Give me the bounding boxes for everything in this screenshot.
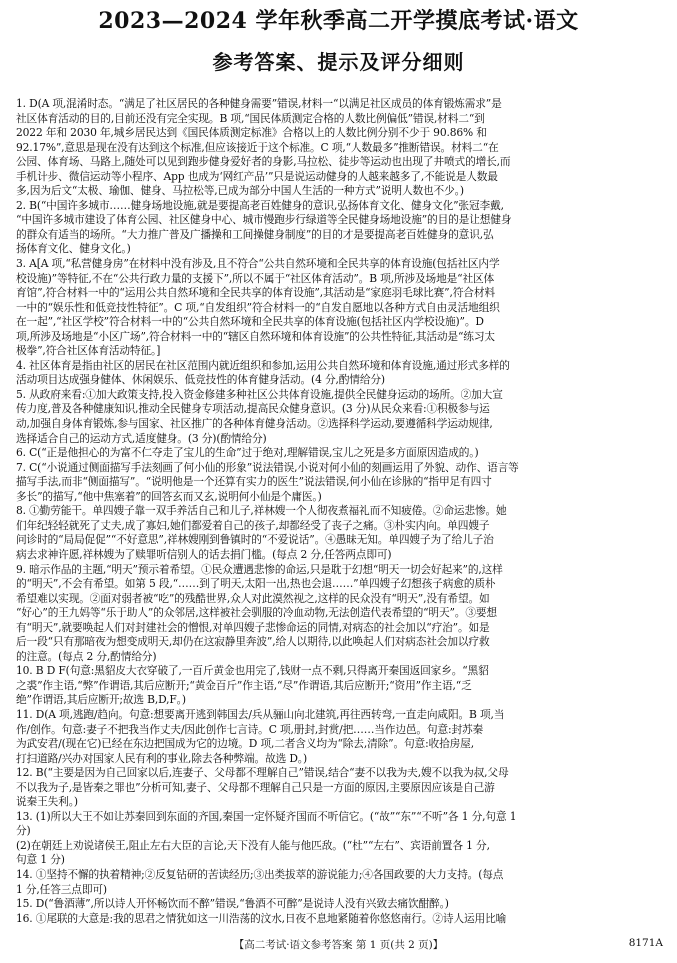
text-line: 校设施)”等特征,不在“公共行政力量的支援下”,所以不属于“社区体育活动”。B 项,所涉及场地是“社区体 [16, 271, 495, 285]
text-line: 社区体育活动的目的,目前还没有完全实现。B 项,“国民体质测定合格的人数比例偏低”错误,材料二“到 [16, 111, 485, 125]
text-line: 手机计步、微信运动等小程序、App 也成为‘网红产品’”只是说运动健身的人越来越多了,不能说是人数最 [16, 169, 498, 183]
text-line: 的注意。(每点 2 分,酌情给分) [16, 649, 157, 663]
text-line: 4. 社区体育是指由社区的居民在社区范围内就近组织和参加,运用公共自然环境和体育设施,通过形式多样的 [16, 358, 510, 372]
text-line: 公园、体育场、马路上,随处可以见到跑步健身爱好者的身影,马拉松、徒步等运动也出现了井喷式的增长,而 [16, 155, 511, 169]
text-line: 们年纪轻轻就死了丈夫,成了寡妇,她们都爱着自己的孩子,却都经受了丧子之痛。③朴实内向。单四嫂子 [16, 518, 490, 532]
text-line: 11. D(A 项,逃跑/趋向。句意:想要离开逃到韩国去/兵从骊山向北建筑,再往西转弯,一直走向咸阳。B 项,当 [16, 707, 505, 721]
page-subtitle: 参考答案、提示及评分细则 [212, 50, 465, 74]
text-line: 一中的“娱乐性和低竞技性特征”。C 项,“自发组织”符合材料一的“自发自愿地以各种方式自由灵活地组织 [16, 300, 500, 314]
text-line: 之裘”作主语,“弊”作谓语,其后应断开;“黄金百斤”作主语,“尽”作谓语,其后应断开;“资用”作主语,“乏 [16, 678, 472, 692]
text-line: 5. 从政府来看:①加大政策支持,投入资金修建多种社区公共体育设施,提供全民健身运动的场所。②加大宣 [16, 387, 503, 401]
text-line: 动,加强自身体育锻炼,参与国家、社区推广的各种体育健身活动。②选择科学运动,要遵循科学运动规律, [16, 417, 493, 431]
text-line: 说秦王失利。) [16, 795, 78, 809]
text-line: 多长”的描写,“他中焦塞着”的回答玄而又玄,说明何小仙是个庸医。) [16, 489, 322, 503]
text-line: 14. ①坚持不懈的执着精神;②反复钻研的苦读经历;③出类拔萃的游说能力;④各国政要的大力支持。(每点 [16, 867, 504, 881]
text-line: 15. D(“鲁酒薄”,所以诗人开怀畅饮而不醉”错误,“鲁酒不可醉”是说诗人没有兴致去痛饮酣醉。) [16, 897, 449, 911]
text-line: 10. B D F(句意:黑貂皮大衣穿破了,一百斤黄金也用完了,钱财一点不剩,只得离开秦国返回家乡。“黑貂 [16, 664, 489, 678]
text-line: 的群众有适当的场所。“大力推广普及广播操和工间操健身制度”的目的才是要提高老百姓健身的意识,弘 [16, 227, 494, 241]
text-line: 育馆”,符合材料一中的“运用公共自然环境和全民共享的体育设施”,其活动是“家庭羽毛球比赛”,符合材料 [16, 286, 495, 300]
text-line: 在一起”,“社区学校”符合材料一中的“公共自然环境和全民共享的体育设施(包括社区内学校设施)”。D [16, 315, 484, 329]
text-line: 描写手法,而非“侧面描写”。“说明他是一个还算有实力的医生”说法错误,何小仙在诊脉的“指甲足有四寸 [16, 475, 492, 489]
text-line: 后一段“只有那暗夜为想变成明天,却仍在这寂静里奔波”,给人以期待,以此唤起人们对病态社会加以疗救 [16, 635, 490, 649]
text-line: 不以我为子,是皆秦之罪也”分析可知,妻子、父母都不理解自己只是一方面的原因,主要原因应该是自己游 [16, 780, 495, 794]
text-line: 句意 1 分) [16, 853, 65, 867]
text-line: 2022 年和 2030 年,城乡居民达到《国民体质测定标准》合格以上的人数比例分别不少于 90.86% 和 [16, 126, 487, 140]
text-line: 活动项目达成强身健体、休闲娱乐、低竞技性的体育健身活动。(4 分,酌情给分) [16, 373, 385, 387]
text-line: 7. C(“小说通过侧面描写手法刻画了何小仙的形象”说法错误,小说对何小仙的刻画运用了外貌、动作、语言等 [16, 460, 519, 474]
text-line: 打扫道路/兴办对国家人民有利的事业,除去各种弊端。故选 D。) [16, 751, 308, 765]
text-line: 绝”作谓语,其后应断开;故选 B,D,F。) [16, 693, 186, 707]
text-line: 1 分,任答三点即可) [16, 882, 107, 896]
text-line: 16. ①尾联的大意是:我的思君之情犹如这一川浩荡的汶水,日夜不息地紧随着你悠悠南行。②诗人运用比喻 [16, 911, 507, 925]
text-line: 的“明天”,不会有希望。如第 5 段,“……到了明天,太阳一出,热也会退……”单四嫂子幻想孩子病愈的质朴 [16, 577, 496, 591]
text-line: 传力度,普及各种健康知识,推动全民健身专项活动,提高民众健身意识。(3 分)从民众来看:①积极参与运 [16, 402, 490, 416]
text-line: (2)在朝廷上劝说诸侯王,阻止左右大臣的言论,天下没有人能与他匹敌。(“杜”“左右”、宾语前置各 1 分, [16, 838, 490, 852]
footer-doc-code: 8171A [628, 937, 663, 949]
text-line: 项,所涉及场地是“小区广场”,符合材料一中的“辖区自然环境和体育设施”的公共性特征,其活动是“练习太 [16, 329, 495, 343]
text-line: 希望难以实现。②面对弱者被“吃”的残酷世界,众人对此漠然视之,这样的民众没有“明天”,没有希望。如 [16, 591, 490, 605]
text-line: 为武安君/(现在它)已经在东边把国成为它的边境。D 项,二者含义均为“除去,清除”。句意:收拾房屋, [16, 737, 474, 751]
answer-body [16, 97, 662, 926]
text-line: 问诊时的“局局促促”“不好意思”,祥林嫂刚到鲁镇时的“不爱说话”。④愚昧无知。单四嫂子为了给儿子治 [16, 533, 494, 547]
text-line: 1. D(A 项,混淆时态。“满足了社区居民的各种健身需要”错误,材料一“以满足社区成员的体育锻炼需求”是 [16, 97, 502, 110]
text-line: 13. (1)所以大王不如让苏秦回到东面的齐国,秦国一定怀疑齐国而不听信它。(“故”“东”“不听”各 1 分,句意 1 [16, 809, 517, 823]
page-footer [0, 937, 677, 955]
page-title: 2023—2024 学年秋季高二开学摸底考试·语文 [98, 8, 579, 34]
text-line: 2. B(“中国许多城市……健身场地设施,就是要提高老百姓健身的意识,弘扬体育文化、健身文化”张冠李戴, [16, 198, 504, 212]
text-line: “好心”的王九妈等“乐于助人”的众邻居,这样被社会驯服的冷血动物,无法创造代表希望的“明天”。③要想 [16, 606, 497, 620]
text-line: 多,因为后文“太极、瑜伽、健身、马拉松等,已成为部分中国人生活的一种方式”说明人数也不少。) [16, 184, 464, 198]
text-line: 8. ①勤劳能干。单四嫂子靠一双手养活自己和儿子,祥林嫂一个人彻夜煮福礼而不知疲倦。②命运悲惨。她 [16, 504, 507, 518]
text-line: 分) [16, 824, 31, 838]
text-line: 极拳”,符合社区体育活动特征。] [16, 344, 161, 358]
text-line: 扬体育文化、健身文化。) [16, 242, 131, 256]
text-line: 有“明天”,就要唤起人们对封建社会的憎恨,对单四嫂子悲惨命运的同情,对病态的社会加以“疗治”。如是 [16, 620, 490, 634]
text-line: 作/创作。句意:妻子不把我当作丈夫/因此创作七言诗。C 项,册封,封赏/把……当作边邑。句意:封苏秦 [16, 722, 484, 736]
text-line: 9. 暗示作品的主题,“明天”预示着希望。①民众遭遇悲惨的命运,只是耽于幻想“明天一切会好起来”的,这样 [16, 562, 503, 576]
footer-page-label: 【高二考试·语文参考答案 第 1 页(共 2 页)】 [233, 939, 444, 951]
text-line: “中国许多城市建设了体育公园、社区健身中心、城市慢跑步行绿道等全民健身场地设施”的目的是让想健身 [16, 213, 512, 227]
text-line: 选择适合自己的运动方式,适度健身。(3 分)(酌情给分) [16, 431, 267, 445]
text-line: 92.17%”,意思是现在没有达到这个标准,但应该接近于这个标准。C 项,“人数最多”推断错误。材料二“在 [16, 140, 499, 154]
text-line: 6. C(“正是他担心的为富不仁夺走了宝儿的生命”过于绝对,理解错误,宝儿之死是多方面原因造成的。) [16, 446, 479, 460]
text-line: 3. A[A 项,“私营健身房”在材料中没有涉及,且不符合“公共自然环境和全民共享的体育设施(包括社区内学 [16, 257, 500, 271]
text-line: 12. B(“主要是因为自己回家以后,连妻子、父母都不理解自己”错误,结合“妻不以我为夫,嫂不以我为叔,父母 [16, 766, 509, 780]
text-line: 病去求神许愿,祥林嫂为了赎罪听信别人的话去捐门槛。(每点 2 分,任答两点即可) [16, 547, 392, 561]
